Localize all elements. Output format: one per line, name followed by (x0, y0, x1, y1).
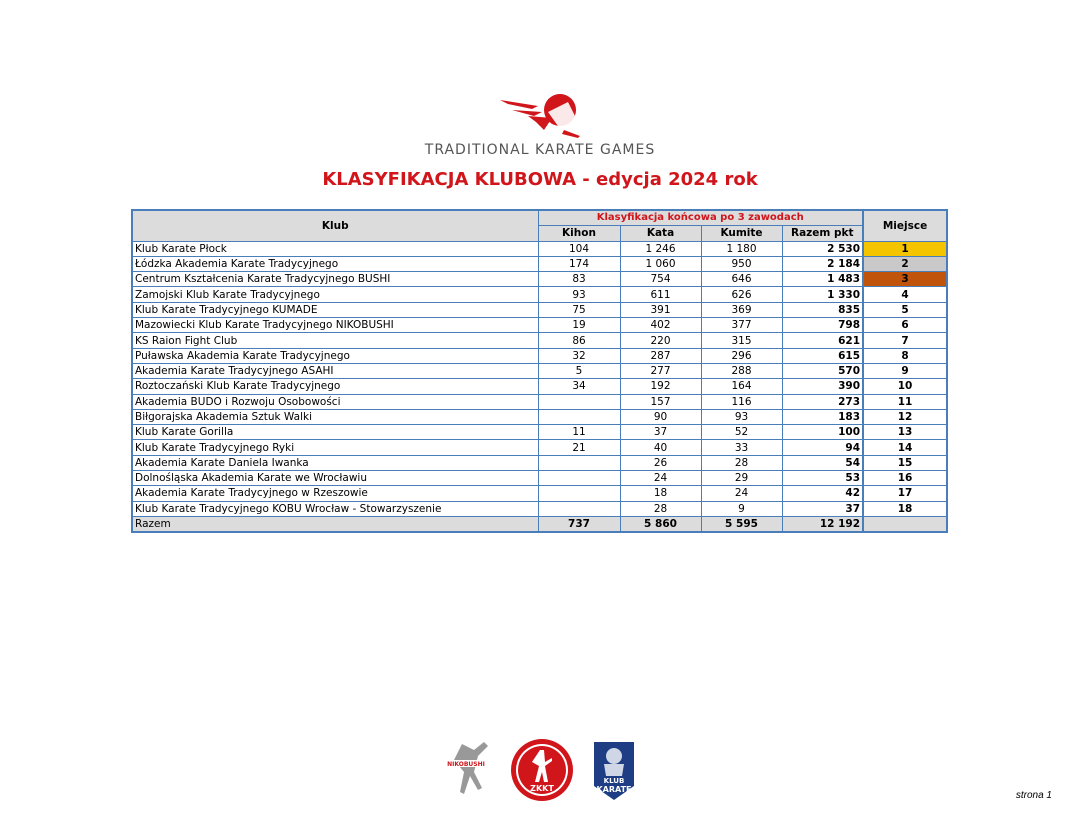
club-name: Akademia Karate Tradycyjnego ASAHI (132, 363, 538, 378)
club-name: Klub Karate Gorilla (132, 425, 538, 440)
kata-cell: 157 (620, 394, 701, 409)
kumite-cell: 28 (701, 455, 782, 470)
kata-cell: 192 (620, 379, 701, 394)
kata-cell: 1 246 (620, 241, 701, 256)
kihon-cell: 19 (538, 318, 620, 333)
kata-cell: 220 (620, 333, 701, 348)
total-cell: 2 530 (782, 241, 863, 256)
total-kumite: 5 595 (701, 516, 782, 532)
total-kata: 5 860 (620, 516, 701, 532)
kihon-cell (538, 486, 620, 501)
club-name: Akademia BUDO i Rozwoju Osobowości (132, 394, 538, 409)
club-name: Biłgorajska Akademia Sztuk Walki (132, 409, 538, 424)
zkkt-logo (511, 739, 573, 801)
kata-cell: 26 (620, 455, 701, 470)
kumite-cell: 288 (701, 363, 782, 378)
kihon-cell (538, 501, 620, 516)
club-name: Klub Karate Tradycyjnego Ryki (132, 440, 538, 455)
total-cell: 390 (782, 379, 863, 394)
total-cell: 798 (782, 318, 863, 333)
kihon-cell: 104 (538, 241, 620, 256)
club-name: Klub Karate Tradycyjnego KUMADE (132, 302, 538, 317)
klub-karate-logo (594, 742, 634, 800)
kihon-cell: 86 (538, 333, 620, 348)
table-row (132, 272, 947, 287)
kihon-cell: 21 (538, 440, 620, 455)
total-cell: 94 (782, 440, 863, 455)
kumite-cell: 29 (701, 471, 782, 486)
kumite-cell: 1 180 (701, 241, 782, 256)
club-name: Puławska Akademia Karate Tradycyjnego (132, 348, 538, 363)
kumite-cell: 116 (701, 394, 782, 409)
kata-cell: 277 (620, 363, 701, 378)
kihon-cell: 32 (538, 348, 620, 363)
total-cell: 570 (782, 363, 863, 378)
page-number: strona 1 (1015, 790, 1052, 801)
place-cell: 13 (863, 425, 947, 440)
kata-cell: 391 (620, 302, 701, 317)
place-cell: 1 (863, 241, 947, 256)
table-row (132, 363, 947, 378)
kumite-cell: 33 (701, 440, 782, 455)
kihon-cell: 75 (538, 302, 620, 317)
header-final-classification: Klasyfikacja końcowa po 3 zawodach (538, 210, 863, 226)
total-cell: 615 (782, 348, 863, 363)
kumite-cell: 296 (701, 348, 782, 363)
kata-cell: 402 (620, 318, 701, 333)
club-name: Klub Karate Płock (132, 241, 538, 256)
club-name: Łódzka Akademia Karate Tradycyjnego (132, 256, 538, 271)
table-row (132, 302, 947, 317)
total-cell: 835 (782, 302, 863, 317)
club-name: Roztoczański Klub Karate Tradycyjnego (132, 379, 538, 394)
total-kihon: 737 (538, 516, 620, 532)
total-cell: 2 184 (782, 256, 863, 271)
club-name: Zamojski Klub Karate Tradycyjnego (132, 287, 538, 302)
place-cell: 8 (863, 348, 947, 363)
kata-cell: 754 (620, 272, 701, 287)
total-row (132, 516, 947, 532)
place-cell: 9 (863, 363, 947, 378)
nikobushi-logo (447, 742, 488, 794)
club-name: Centrum Kształcenia Karate Tradycyjnego BUSHI (132, 272, 538, 287)
place-cell: 2 (863, 256, 947, 271)
header-kumite: Kumite (701, 226, 782, 241)
kata-cell: 24 (620, 471, 701, 486)
table-row (132, 455, 947, 470)
kumite-cell: 164 (701, 379, 782, 394)
table-row (132, 256, 947, 271)
place-cell: 12 (863, 409, 947, 424)
table-row (132, 501, 947, 516)
header-club: Klub (132, 210, 538, 241)
table-row (132, 287, 947, 302)
total-cell: 37 (782, 501, 863, 516)
brand-name: TRADITIONAL KARATE GAMES (424, 142, 656, 158)
sponsor-logos (444, 736, 640, 804)
kumite-cell: 315 (701, 333, 782, 348)
total-place-empty (863, 516, 947, 532)
kihon-cell (538, 394, 620, 409)
kumite-cell: 24 (701, 486, 782, 501)
place-cell: 10 (863, 379, 947, 394)
kumite-cell: 369 (701, 302, 782, 317)
kihon-cell: 93 (538, 287, 620, 302)
table-row (132, 394, 947, 409)
table-row (132, 333, 947, 348)
total-cell: 621 (782, 333, 863, 348)
svg-text:NIKOBUSHI: NIKOBUSHI (447, 761, 485, 768)
table-row (132, 379, 947, 394)
total-cell: 54 (782, 455, 863, 470)
club-ranking-table (131, 209, 948, 533)
kata-cell: 1 060 (620, 256, 701, 271)
kata-cell: 90 (620, 409, 701, 424)
total-cell: 42 (782, 486, 863, 501)
kumite-cell: 93 (701, 409, 782, 424)
total-label: Razem (132, 516, 538, 532)
kumite-cell: 950 (701, 256, 782, 271)
svg-text:KARATE: KARATE (596, 785, 632, 794)
kata-cell: 28 (620, 501, 701, 516)
club-name: Akademia Karate Tradycyjnego w Rzeszowie (132, 486, 538, 501)
club-name: Klub Karate Tradycyjnego KOBU Wrocław - Stowarzyszenie (132, 501, 538, 516)
club-name: Akademia Karate Daniela Iwanka (132, 455, 538, 470)
place-cell: 16 (863, 471, 947, 486)
kata-cell: 40 (620, 440, 701, 455)
traditional-karate-games-logo (498, 92, 598, 140)
kata-cell: 37 (620, 425, 701, 440)
svg-text:ZKKT: ZKKT (530, 784, 554, 793)
total-points: 12 192 (782, 516, 863, 532)
kihon-cell: 83 (538, 272, 620, 287)
kumite-cell: 52 (701, 425, 782, 440)
place-cell: 4 (863, 287, 947, 302)
kata-cell: 18 (620, 486, 701, 501)
header-total: Razem pkt (782, 226, 863, 241)
place-cell: 5 (863, 302, 947, 317)
place-cell: 7 (863, 333, 947, 348)
place-cell: 3 (863, 272, 947, 287)
kihon-cell: 174 (538, 256, 620, 271)
place-cell: 6 (863, 318, 947, 333)
header-place: Miejsce (863, 210, 947, 241)
table-row (132, 318, 947, 333)
total-cell: 1 330 (782, 287, 863, 302)
table-row (132, 425, 947, 440)
total-cell: 100 (782, 425, 863, 440)
page-title: KLASYFIKACJA KLUBOWA - edycja 2024 rok (322, 169, 758, 190)
table-row (132, 471, 947, 486)
kihon-cell: 5 (538, 363, 620, 378)
header-kihon: Kihon (538, 226, 620, 241)
total-cell: 183 (782, 409, 863, 424)
svg-text:KLUB: KLUB (603, 777, 625, 785)
place-cell: 14 (863, 440, 947, 455)
table-row (132, 241, 947, 256)
club-name: Mazowiecki Klub Karate Tradycyjnego NIKOBUSHI (132, 318, 538, 333)
total-cell: 273 (782, 394, 863, 409)
kumite-cell: 626 (701, 287, 782, 302)
kihon-cell (538, 409, 620, 424)
kihon-cell (538, 455, 620, 470)
place-cell: 18 (863, 501, 947, 516)
total-cell: 1 483 (782, 272, 863, 287)
kihon-cell (538, 471, 620, 486)
kihon-cell: 34 (538, 379, 620, 394)
kumite-cell: 9 (701, 501, 782, 516)
kata-cell: 611 (620, 287, 701, 302)
header-kata: Kata (620, 226, 701, 241)
place-cell: 11 (863, 394, 947, 409)
place-cell: 15 (863, 455, 947, 470)
kata-cell: 287 (620, 348, 701, 363)
table-row (132, 440, 947, 455)
kihon-cell: 11 (538, 425, 620, 440)
club-name: KS Raion Fight Club (132, 333, 538, 348)
total-cell: 53 (782, 471, 863, 486)
table-row (132, 409, 947, 424)
kumite-cell: 377 (701, 318, 782, 333)
kumite-cell: 646 (701, 272, 782, 287)
club-name: Dolnośląska Akademia Karate we Wrocławiu (132, 471, 538, 486)
place-cell: 17 (863, 486, 947, 501)
table-row (132, 486, 947, 501)
table-row (132, 348, 947, 363)
